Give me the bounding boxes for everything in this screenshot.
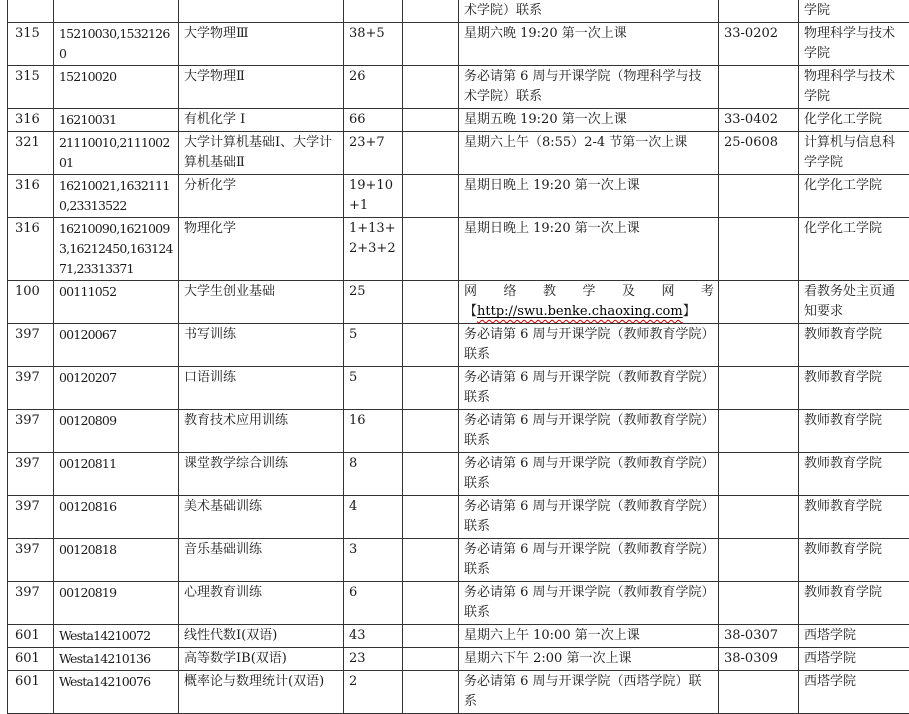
cell-room: 25-0608 [719, 132, 799, 175]
cell-schedule [459, 625, 719, 648]
cell-empty [403, 648, 459, 671]
cell-count: 8 [344, 453, 403, 496]
cell-course-name: 有机化学 Ⅰ [179, 109, 344, 132]
cell-site-number: 397 [8, 367, 54, 410]
cell-empty [403, 582, 459, 625]
cell-course-name: 线性代数Ⅰ(双语) [179, 625, 344, 648]
cell-course-name: 概率论与数理统计(双语) [179, 671, 344, 714]
cell-room: 38-0309 [719, 648, 799, 671]
table-row [8, 453, 909, 496]
cell-course-codes: 16210021,16321110,23313522 [54, 175, 179, 218]
cell-schedule [459, 66, 719, 109]
cell-room [719, 66, 799, 109]
cell-course-codes: 00120818 [54, 539, 179, 582]
cell-course-codes: 15210020 [54, 66, 179, 109]
cell-empty [403, 66, 459, 109]
cell-empty [403, 539, 459, 582]
cell-schedule [459, 367, 719, 410]
cell-course-codes: 00120207 [54, 367, 179, 410]
table-row [8, 367, 909, 410]
cell-department: 西塔学院 [799, 648, 909, 671]
cell-course-name: 课堂教学综合训练 [179, 453, 344, 496]
cell-schedule [459, 218, 719, 281]
schedule-text: 星期日晚上 19:20 第一次上课 [464, 221, 640, 236]
table-row [8, 539, 909, 582]
schedule-text: 星期六上午（8:55）2-4 节第一次上课 [464, 135, 687, 150]
schedule-text: 术学院）联系 [464, 3, 542, 18]
cell-empty [403, 367, 459, 410]
cell-count: 66 [344, 109, 403, 132]
cell-room [719, 281, 799, 324]
cell-department: 化学化工学院 [799, 109, 909, 132]
cell-course-name: 大学计算机基础Ⅰ、大学计算机基础Ⅱ [179, 132, 344, 175]
cell-empty [403, 453, 459, 496]
cell-site-number: 601 [8, 671, 54, 714]
cell-course-name: 大学生创业基础 [179, 281, 344, 324]
cell-course-name: 大学物理Ⅲ [179, 23, 344, 66]
cell-site-number: 397 [8, 582, 54, 625]
cell-course-codes: 00120809 [54, 410, 179, 453]
spellcheck-squiggle [477, 304, 683, 319]
cell-course-codes: 00120816 [54, 496, 179, 539]
cell-course-codes: Westa14210136 [54, 648, 179, 671]
cell-course-name: 美术基础训练 [179, 496, 344, 539]
cell-department: 西塔学院 [799, 671, 909, 714]
schedule-text: 务必请第 6 周与开课学院（教师教育学院）联系 [464, 456, 708, 491]
cell-room [719, 496, 799, 539]
cell-schedule [459, 132, 719, 175]
cell-schedule [459, 281, 719, 324]
table-row [8, 582, 909, 625]
cell-room [719, 671, 799, 714]
cell-schedule [459, 175, 719, 218]
cell-course-codes: 16210031 [54, 109, 179, 132]
cell-count: 19+10+1 [344, 175, 403, 218]
cell-empty [403, 0, 459, 23]
table-row [8, 625, 909, 648]
cell-course-codes: 00120811 [54, 453, 179, 496]
schedule-link-line [464, 302, 714, 322]
cell-department: 教师教育学院 [799, 367, 909, 410]
table-row [8, 648, 909, 671]
table-row [8, 410, 909, 453]
cell-schedule [459, 671, 719, 714]
cell-room [719, 324, 799, 367]
cell-course-codes: 00111052 [54, 281, 179, 324]
cell-schedule [459, 109, 719, 132]
cell-site-number [8, 0, 54, 23]
schedule-text: 务必请第 6 周与开课学院（教师教育学院）联系 [464, 499, 708, 534]
schedule-online-title: 网络教学及网考 [464, 282, 714, 302]
cell-empty [403, 175, 459, 218]
cell-empty [403, 281, 459, 324]
cell-count [344, 0, 403, 23]
table-row [8, 23, 909, 66]
table-row [8, 0, 909, 23]
cell-count: 43 [344, 625, 403, 648]
schedule-text: 星期五晚 19:20 第一次上课 [464, 112, 627, 127]
cell-department: 教师教育学院 [799, 582, 909, 625]
cell-schedule [459, 324, 719, 367]
cell-site-number: 397 [8, 410, 54, 453]
cell-empty [403, 132, 459, 175]
cell-schedule [459, 582, 719, 625]
cell-site-number: 316 [8, 218, 54, 281]
cell-course-name: 高等数学ⅠB(双语) [179, 648, 344, 671]
schedule-online-block [464, 282, 714, 322]
cell-course-codes [54, 0, 179, 23]
cell-site-number: 397 [8, 324, 54, 367]
cell-site-number: 321 [8, 132, 54, 175]
cell-empty [403, 625, 459, 648]
cell-schedule [459, 453, 719, 496]
schedule-text: 星期六晚 19:20 第一次上课 [464, 26, 627, 41]
cell-empty [403, 671, 459, 714]
cell-empty [403, 23, 459, 66]
cell-empty [403, 410, 459, 453]
table-row [8, 496, 909, 539]
cell-room [719, 175, 799, 218]
table-row [8, 132, 909, 175]
schedule-text: 务必请第 6 周与开课学院（物理科学与技术学院）联系 [464, 69, 702, 104]
chaoxing-link[interactable]: http://swu.benke.chaoxing.com [477, 304, 683, 319]
course-schedule-table [7, 0, 909, 714]
cell-count: 5 [344, 367, 403, 410]
cell-course-name: 分析化学 [179, 175, 344, 218]
cell-count: 16 [344, 410, 403, 453]
cell-empty [403, 218, 459, 281]
cell-room [719, 0, 799, 23]
cell-schedule [459, 496, 719, 539]
cell-count: 25 [344, 281, 403, 324]
schedule-text: 务必请第 6 周与开课学院（教师教育学院）联系 [464, 542, 708, 577]
cell-department: 教师教育学院 [799, 539, 909, 582]
cell-course-name: 大学物理Ⅱ [179, 66, 344, 109]
cell-department: 化学化工学院 [799, 175, 909, 218]
cell-course-name: 口语训练 [179, 367, 344, 410]
cell-count: 23 [344, 648, 403, 671]
cell-department: 计算机与信息科学学院 [799, 132, 909, 175]
cell-count: 1+13+2+3+2 [344, 218, 403, 281]
cell-course-codes: 16210090,16210093,16212450,16312471,23313371 [54, 218, 179, 281]
cell-course-codes: 00120819 [54, 582, 179, 625]
bracket-close: 】 [683, 304, 696, 319]
cell-course-codes: 15210030,15321260 [54, 23, 179, 66]
cell-department: 学院 [799, 0, 909, 23]
table-row [8, 218, 909, 281]
cell-department: 物理科学与技术学院 [799, 23, 909, 66]
table-row [8, 109, 909, 132]
schedule-text: 务必请第 6 周与开课学院（教师教育学院）联系 [464, 327, 708, 362]
cell-course-codes: Westa14210072 [54, 625, 179, 648]
cell-count: 6 [344, 582, 403, 625]
cell-count: 23+7 [344, 132, 403, 175]
cell-room [719, 410, 799, 453]
cell-room [719, 582, 799, 625]
cell-site-number: 397 [8, 496, 54, 539]
cell-course-name: 书写训练 [179, 324, 344, 367]
cell-room: 33-0402 [719, 109, 799, 132]
cell-site-number: 316 [8, 175, 54, 218]
cell-department: 教师教育学院 [799, 453, 909, 496]
cell-site-number: 315 [8, 23, 54, 66]
cell-schedule [459, 23, 719, 66]
cell-site-number: 316 [8, 109, 54, 132]
cell-course-name: 心理教育训练 [179, 582, 344, 625]
cell-schedule [459, 0, 719, 23]
cell-empty [403, 324, 459, 367]
cell-site-number: 601 [8, 648, 54, 671]
cell-course-name [179, 0, 344, 23]
cell-department: 教师教育学院 [799, 410, 909, 453]
cell-room: 38-0307 [719, 625, 799, 648]
cell-site-number: 397 [8, 539, 54, 582]
table-row [8, 175, 909, 218]
schedule-text: 务必请第 6 周与开课学院（教师教育学院）联系 [464, 585, 708, 620]
cell-course-codes: 21110010,211100201 [54, 132, 179, 175]
table-row [8, 66, 909, 109]
cell-count: 4 [344, 496, 403, 539]
schedule-text: 星期六下午 2:00 第一次上课 [464, 651, 631, 666]
cell-department: 教师教育学院 [799, 496, 909, 539]
schedule-text: 务必请第 6 周与开课学院（教师教育学院）联系 [464, 413, 708, 448]
table-body [8, 0, 909, 714]
cell-course-name: 物理化学 [179, 218, 344, 281]
table-row [8, 671, 909, 714]
schedule-text: 务必请第 6 周与开课学院（教师教育学院）联系 [464, 370, 708, 405]
cell-course-codes: Westa14210076 [54, 671, 179, 714]
cell-department: 物理科学与技术学院 [799, 66, 909, 109]
cell-schedule [459, 539, 719, 582]
cell-count: 26 [344, 66, 403, 109]
cell-count: 38+5 [344, 23, 403, 66]
schedule-text: 星期六上午 10:00 第一次上课 [464, 628, 640, 643]
cell-course-name: 教育技术应用训练 [179, 410, 344, 453]
cell-site-number: 601 [8, 625, 54, 648]
cell-course-codes: 00120067 [54, 324, 179, 367]
schedule-text: 星期日晚上 19:20 第一次上课 [464, 178, 640, 193]
cell-empty [403, 496, 459, 539]
cell-room [719, 218, 799, 281]
table-row [8, 324, 909, 367]
cell-room [719, 539, 799, 582]
cell-room: 33-0202 [719, 23, 799, 66]
cell-site-number: 315 [8, 66, 54, 109]
bracket-open: 【 [464, 304, 477, 319]
cell-department: 看教务处主页通知要求 [799, 281, 909, 324]
cell-count: 2 [344, 671, 403, 714]
cell-room [719, 367, 799, 410]
cell-schedule [459, 648, 719, 671]
cell-department: 西塔学院 [799, 625, 909, 648]
cell-room [719, 453, 799, 496]
cell-count: 5 [344, 324, 403, 367]
cell-schedule [459, 410, 719, 453]
cell-site-number: 397 [8, 453, 54, 496]
cell-course-name: 音乐基础训练 [179, 539, 344, 582]
cell-count: 3 [344, 539, 403, 582]
cell-empty [403, 109, 459, 132]
cell-site-number: 100 [8, 281, 54, 324]
schedule-text: 务必请第 6 周与开课学院（西塔学院）联系 [464, 674, 702, 709]
table-row [8, 281, 909, 324]
cell-department: 教师教育学院 [799, 324, 909, 367]
cell-department: 化学化工学院 [799, 218, 909, 281]
